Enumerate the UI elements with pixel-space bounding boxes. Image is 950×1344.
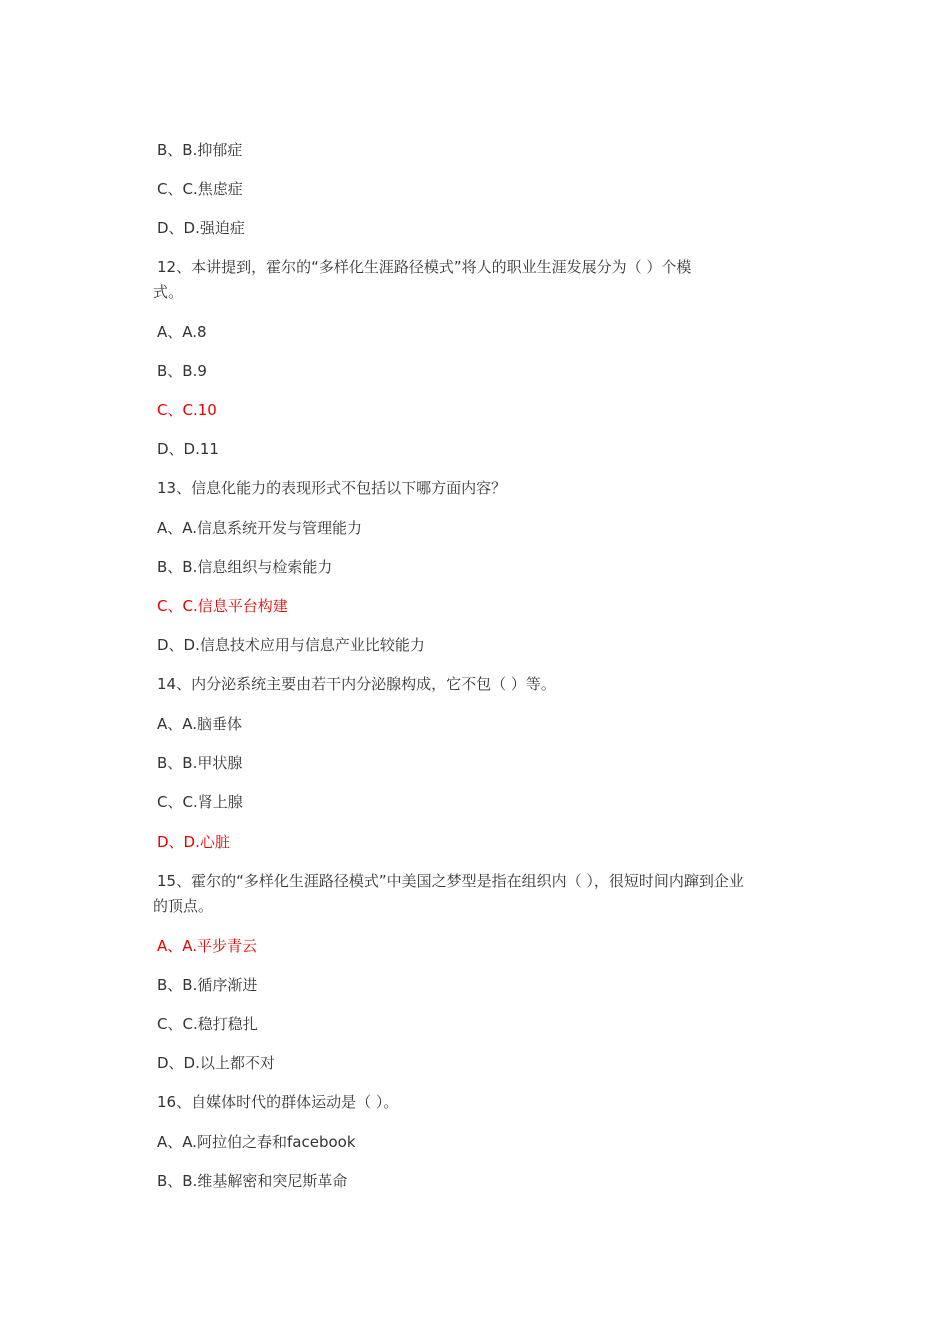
correct-option-line: C、C.10 [157,401,217,419]
option-line: A、A.信息系统开发与管理能力 [157,519,363,537]
question-16 [157,1090,817,1115]
option-line: A、A.脑垂体 [157,715,243,733]
question-text-continued: 式。 [153,283,184,301]
option-line: B、B.维基解密和突尼斯革命 [157,1172,348,1190]
option-line: C、C.肾上腺 [157,793,243,811]
question-13 [157,476,817,501]
question-15 [153,869,817,919]
question-text: 13、信息化能力的表现形式不包括以下哪方面内容？ [157,479,507,497]
correct-option-line: A、A.平步青云 [157,937,258,955]
option-line: B、B.抑郁症 [157,141,243,159]
option-line: D、D.以上都不对 [157,1054,275,1072]
option-line: D、D.信息技术应用与信息产业比较能力 [157,636,425,654]
option-line: C、C.稳打稳扎 [157,1015,258,1033]
option-line: D、D.11 [157,440,219,458]
correct-option-line: D、D.心脏 [157,833,230,851]
option-line: B、B.9 [157,362,207,380]
correct-option-line: C、C.信息平台构建 [157,597,288,615]
question-text-continued: 的顶点。 [153,897,214,915]
option-line: B、B.信息组织与检索能力 [157,558,333,576]
question-text: 14、内分泌系统主要由若干内分泌腺构成，它不包（ ）等。 [157,675,556,693]
option-line: B、B.循序渐进 [157,976,258,994]
question-14 [157,672,817,697]
question-text: 12、本讲提到，霍尔的“多样化生涯路径模式”将人的职业生涯发展分为（ ）个模 [157,258,692,276]
question-text: 15、霍尔的“多样化生涯路径模式”中美国之梦型是指在组织内（ ），很短时间内蹿到企业 [157,872,744,890]
option-line: C、C.焦虑症 [157,180,243,198]
question-text: 16、自媒体时代的群体运动是（ ）。 [157,1093,399,1111]
option-line: B、B.甲状腺 [157,754,243,772]
question-12 [153,255,817,305]
option-line: A、A.8 [157,323,207,341]
option-line: A、A.阿拉伯之春和facebook [157,1133,356,1151]
option-line: D、D.强迫症 [157,219,245,237]
